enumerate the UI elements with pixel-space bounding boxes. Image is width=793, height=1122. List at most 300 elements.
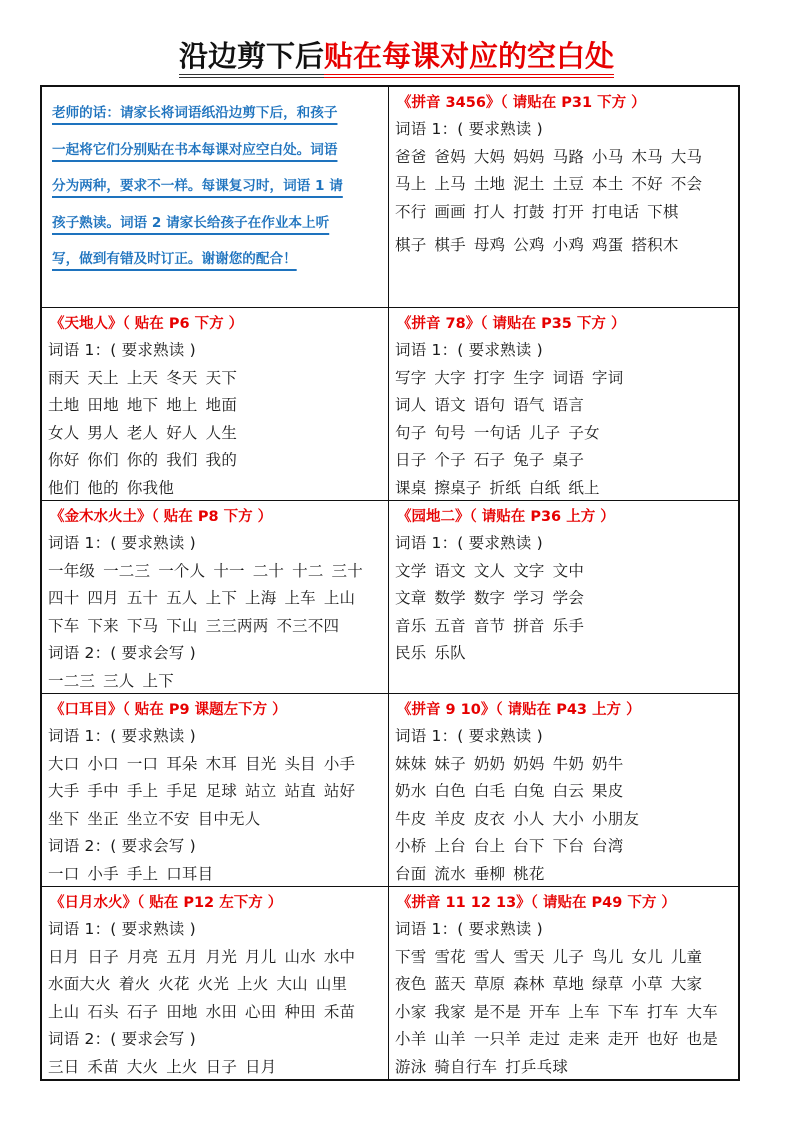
- word: 石子: [126, 1002, 159, 1021]
- word: 十一: [213, 561, 245, 580]
- word: 日月: [48, 947, 80, 966]
- word: 打乒乓球: [505, 1057, 569, 1076]
- word: 台上: [473, 837, 506, 855]
- word-row: [48, 861, 388, 887]
- word: 打人: [473, 202, 506, 221]
- group-label: 词语 1：( 要求熟读 ): [395, 727, 543, 745]
- word: 我家: [434, 1002, 466, 1021]
- word: 女人: [48, 423, 80, 442]
- word: 石子: [473, 451, 506, 469]
- word: 桃花: [513, 864, 545, 883]
- group-label: 词语 2：( 要求会写 ): [48, 837, 196, 855]
- word: 纸上: [568, 478, 600, 497]
- word: 语文: [434, 561, 466, 580]
- word: 下车: [607, 1002, 640, 1021]
- word: 写字: [395, 368, 427, 387]
- word: 三日: [48, 1057, 80, 1076]
- word: 水田: [205, 1002, 238, 1021]
- word: 不行: [395, 202, 427, 221]
- word: 站直: [284, 782, 316, 800]
- word: 大妈: [473, 147, 506, 166]
- word: 森林: [513, 975, 545, 993]
- word: 白毛: [473, 782, 506, 800]
- word: 下车: [48, 616, 80, 635]
- word: 头目: [284, 754, 316, 773]
- word: 小朋友: [592, 809, 640, 828]
- word: 上下: [142, 671, 174, 690]
- word: 种田: [284, 1002, 316, 1021]
- word: 小手: [323, 754, 356, 773]
- word: 田地: [87, 396, 119, 414]
- word: 文章: [395, 589, 427, 607]
- word: 语句: [473, 396, 506, 414]
- word: 白色: [434, 782, 466, 800]
- group-label: 词语 1：( 要求熟读 ): [395, 341, 543, 359]
- word: 果皮: [592, 782, 624, 800]
- title-black-part: 沿边剪下后: [179, 39, 324, 78]
- word: 画画: [434, 202, 466, 221]
- word: 学会: [552, 589, 585, 607]
- word-row: [48, 585, 388, 613]
- word-row: [395, 171, 740, 199]
- word: 目中无人: [197, 809, 261, 828]
- word: 手上: [126, 782, 159, 800]
- word: 马上: [395, 175, 427, 193]
- word: 爸妈: [434, 147, 466, 166]
- note-line: 分为两种，要求不一样。每课复习时，词语 1 请: [52, 178, 343, 194]
- word: 兔子: [513, 451, 545, 469]
- word: 雨天: [48, 368, 80, 387]
- word: 心田: [245, 1002, 277, 1021]
- teacher-note: [48, 92, 388, 278]
- word: 十二: [292, 561, 324, 580]
- note-line: 写，做到有错及时订正。谢谢您的配合！: [52, 251, 297, 267]
- word: 母鸡: [473, 236, 506, 254]
- word: 下台: [552, 837, 585, 855]
- word: 乐队: [434, 644, 466, 662]
- word: 打电话: [592, 202, 640, 221]
- word: 你我他: [126, 478, 174, 497]
- word: 三十: [331, 561, 363, 580]
- word: 上车: [568, 1002, 600, 1021]
- word: 小鸡: [552, 236, 585, 254]
- word-row: [395, 585, 740, 613]
- word: 棋手: [434, 236, 466, 254]
- word: 小马: [592, 147, 624, 166]
- word: 木耳: [205, 754, 238, 773]
- word: 田地: [166, 1002, 198, 1021]
- word: 一口: [48, 864, 80, 883]
- word: 骑自行车: [434, 1057, 498, 1076]
- word: 垂柳: [473, 864, 506, 883]
- word: 上台: [434, 837, 466, 855]
- word: 天上: [87, 368, 119, 387]
- word: 草地: [552, 975, 585, 993]
- word: 打车: [647, 1002, 679, 1021]
- word: 月儿: [245, 947, 277, 966]
- word-row: [395, 806, 740, 834]
- group-label: 词语 1：( 要求熟读 ): [48, 727, 196, 745]
- section-cell: [389, 307, 740, 500]
- word: 儿子: [528, 423, 561, 442]
- word: 台面: [395, 864, 427, 883]
- word: 土豆: [552, 175, 585, 193]
- group-label: 词语 1：( 要求熟读 ): [48, 534, 196, 552]
- word: 不三不四: [276, 616, 340, 635]
- word: 你的: [126, 451, 159, 469]
- word: 五音: [434, 616, 466, 635]
- word: 走开: [607, 1030, 640, 1048]
- word: 音乐: [395, 616, 427, 635]
- word: 数字: [473, 589, 506, 607]
- word: 老人: [126, 423, 159, 442]
- word: 小口: [87, 754, 119, 773]
- word: 句号: [434, 423, 466, 442]
- word: 人生: [205, 423, 238, 442]
- word: 山羊: [434, 1030, 466, 1048]
- group-label: 词语 1：( 要求熟读 ): [395, 534, 543, 552]
- word-row: [395, 420, 740, 448]
- word: 草原: [473, 975, 506, 993]
- word: 上车: [284, 589, 316, 607]
- word: 棋子: [395, 236, 427, 254]
- word: 手足: [166, 782, 198, 800]
- word-row: [48, 668, 388, 694]
- word: 小人: [513, 809, 545, 828]
- word: 儿童: [670, 947, 703, 966]
- word-row: [395, 971, 740, 999]
- word: 耳朵: [166, 754, 198, 773]
- page-title: [0, 36, 793, 76]
- word: 鸡蛋: [592, 236, 624, 254]
- word: 雪天: [513, 947, 545, 966]
- word: 大马: [670, 147, 703, 166]
- word: 下来: [87, 616, 119, 635]
- word: 小羊: [395, 1030, 427, 1048]
- word: 课桌: [395, 478, 427, 497]
- word: 站好: [323, 782, 356, 800]
- word: 坐正: [87, 809, 119, 828]
- word: 数学: [434, 589, 466, 607]
- word: 台湾: [592, 837, 624, 855]
- word-row: [395, 999, 740, 1027]
- word: 也是: [686, 1030, 718, 1048]
- word: 地面: [205, 396, 238, 414]
- word-row: [48, 613, 388, 641]
- word: 语气: [513, 396, 545, 414]
- word: 蓝天: [434, 975, 466, 993]
- word: 五十: [126, 589, 159, 607]
- word: 字词: [592, 368, 624, 387]
- word-row: [395, 558, 740, 586]
- word: 他的: [87, 478, 119, 497]
- word: 上火: [166, 1057, 198, 1076]
- word: 口耳目: [166, 864, 214, 883]
- word: 上下: [205, 589, 238, 607]
- word: 奶牛: [592, 754, 624, 773]
- section-cell: [42, 500, 389, 693]
- word: 月光: [205, 947, 238, 966]
- word: 泥土: [513, 175, 545, 193]
- section-cell: [389, 500, 740, 693]
- word: 目光: [245, 754, 277, 773]
- group-label: 词语 2：( 要求会写 ): [48, 1030, 196, 1048]
- word: 词人: [395, 396, 427, 414]
- word: 白纸: [528, 478, 561, 497]
- word-row: [48, 999, 388, 1027]
- word: 开车: [528, 1002, 561, 1021]
- teacher-note-cell: [42, 87, 389, 307]
- word: 一二三: [103, 561, 151, 580]
- word-row: [48, 971, 388, 999]
- word: 坐立不安: [126, 809, 190, 828]
- word: 下马: [126, 616, 159, 635]
- word: 大口: [48, 754, 80, 773]
- word: 手中: [87, 782, 119, 800]
- word: 学习: [513, 589, 545, 607]
- word: 妈妈: [513, 147, 545, 166]
- word: 音节: [473, 616, 506, 635]
- word: 文人: [473, 561, 506, 580]
- word: 本土: [592, 175, 624, 193]
- word: 禾苗: [87, 1057, 119, 1076]
- word-row: [48, 944, 388, 972]
- word: 四月: [87, 589, 119, 607]
- word: 雪花: [434, 947, 466, 966]
- note-line: 老师的话：请家长将词语纸沿边剪下后，和孩子: [52, 105, 338, 121]
- word: 桌子: [552, 451, 585, 469]
- section-heading: 《园地二》（ 请贴在 P36 上方 ）: [397, 509, 615, 525]
- word: 拼音: [513, 616, 545, 635]
- word-row: [48, 392, 388, 420]
- word: 语文: [434, 396, 466, 414]
- word: 上火: [237, 975, 269, 993]
- section-cell: [389, 87, 740, 307]
- word: 搭积木: [631, 236, 679, 254]
- word: 折纸: [489, 478, 521, 497]
- word: 你们: [87, 451, 119, 469]
- word: 木马: [631, 147, 663, 166]
- word-row: [48, 447, 388, 475]
- section-heading: 《拼音 3456》（ 请贴在 P31 下方 ）: [397, 95, 646, 111]
- word: 大车: [686, 1002, 718, 1021]
- word: 日月: [245, 1057, 277, 1076]
- word: 下棋: [647, 202, 679, 221]
- word: 四十: [48, 589, 80, 607]
- word: 文字: [513, 561, 545, 580]
- word: 子女: [568, 423, 600, 442]
- word: 打字: [473, 368, 506, 387]
- word: 雪人: [473, 947, 506, 966]
- note-line: 一起将它们分别贴在书本每课对应空白处。词语: [52, 141, 338, 158]
- word: 石头: [87, 1002, 119, 1021]
- word: 男人: [87, 423, 119, 442]
- section-heading: 《拼音 78》（ 请贴在 P35 下方 ）: [397, 316, 626, 332]
- word: 一句话: [473, 423, 521, 442]
- word: 上海: [245, 589, 277, 607]
- word: 我们: [166, 451, 198, 469]
- word: 上山: [323, 589, 356, 607]
- section-heading: 《拼音 11 12 13》（ 请贴在 P49 下方 ）: [397, 895, 676, 911]
- word: 流水: [434, 864, 466, 883]
- word: 好人: [166, 423, 198, 442]
- word: 个子: [434, 451, 466, 469]
- word: 走来: [568, 1030, 600, 1048]
- word: 上天: [126, 368, 159, 387]
- section-heading: 《日月水火》（ 贴在 P12 左下方 ）: [50, 895, 283, 911]
- word-row: [48, 420, 388, 448]
- word: 地下: [126, 396, 159, 414]
- word: 日子: [205, 1057, 238, 1076]
- word-row: [48, 558, 388, 586]
- section-cell: [42, 886, 389, 1079]
- word-row: [395, 944, 740, 972]
- word: 句子: [395, 423, 427, 442]
- word: 天下: [205, 368, 238, 387]
- word: 下雪: [395, 947, 427, 966]
- word: 山水: [284, 947, 316, 966]
- word: 五人: [166, 589, 198, 607]
- word: 牛皮: [395, 809, 427, 828]
- word: 打鼓: [513, 202, 545, 221]
- word-row: [48, 806, 388, 834]
- word: 大字: [434, 368, 466, 387]
- word: 上马: [434, 175, 466, 193]
- word: 水面大火: [48, 975, 111, 993]
- word: 夜色: [395, 975, 427, 993]
- word: 土地: [473, 175, 506, 193]
- word-row: [48, 778, 388, 806]
- word-row: [395, 640, 740, 668]
- word: 是不是: [473, 1002, 521, 1021]
- word: 下山: [166, 616, 198, 635]
- word: 白云: [552, 782, 585, 800]
- word: 足球: [205, 782, 238, 800]
- word: 大小: [552, 809, 585, 828]
- word: 词语: [552, 368, 585, 387]
- word: 水中: [323, 947, 356, 966]
- word: 儿子: [552, 947, 585, 966]
- word: 民乐: [395, 644, 427, 662]
- group-label: 词语 1：( 要求熟读 ): [395, 120, 543, 138]
- word: 奶奶: [473, 754, 506, 773]
- word: 小草: [631, 975, 663, 993]
- word: 台下: [513, 837, 545, 855]
- word: 着火: [118, 975, 151, 993]
- word: 你好: [48, 451, 80, 469]
- word-row: [395, 392, 740, 420]
- word: 一年级: [48, 561, 96, 580]
- word: 火光: [197, 975, 230, 993]
- section-cell: [42, 307, 389, 500]
- word: 手上: [126, 864, 159, 883]
- vocabulary-table: [40, 85, 740, 1081]
- word: 文学: [395, 561, 427, 580]
- word: 小手: [87, 864, 119, 883]
- word: 马路: [552, 147, 585, 166]
- word-row: [395, 613, 740, 641]
- word: 我的: [205, 451, 238, 469]
- word: 日子: [87, 947, 119, 966]
- title-red-part: 贴在每课对应的空白处: [324, 39, 614, 78]
- word-row: [48, 475, 388, 501]
- word: 日子: [395, 451, 427, 469]
- word-row: [395, 144, 740, 172]
- word-row: [395, 365, 740, 393]
- word: 公鸡: [513, 236, 545, 254]
- section-cell: [389, 886, 740, 1079]
- word: 走过: [528, 1030, 561, 1048]
- word: 打开: [552, 202, 585, 221]
- word: 爸爸: [395, 147, 427, 166]
- word: 鸟儿: [592, 947, 624, 966]
- word: 绿草: [592, 975, 624, 993]
- group-label: 词语 1：( 要求熟读 ): [48, 920, 196, 938]
- group-label: 词语 2：( 要求会写 ): [48, 644, 196, 662]
- word: 坐下: [48, 809, 80, 828]
- word: 女儿: [631, 947, 663, 966]
- word: 上山: [48, 1002, 80, 1021]
- word: 三人: [103, 671, 135, 690]
- word: 白兔: [513, 782, 545, 800]
- word: 牛奶: [552, 754, 585, 773]
- word: 一只羊: [473, 1030, 521, 1048]
- word: 冬天: [166, 368, 198, 387]
- section-heading: 《金木水火土》（ 贴在 P8 下方 ）: [50, 509, 273, 525]
- word: 生字: [513, 368, 545, 387]
- word: 禾苗: [323, 1002, 356, 1021]
- word: 也好: [647, 1030, 679, 1048]
- word: 土地: [48, 396, 80, 414]
- word: 妹妹: [395, 754, 427, 773]
- word: 乐手: [552, 616, 585, 635]
- word: 三三两两: [205, 616, 269, 635]
- word: 月亮: [126, 947, 159, 966]
- word: 奶妈: [513, 754, 545, 773]
- word: 一口: [126, 754, 159, 773]
- word-row: [395, 861, 740, 887]
- section-cell: [389, 693, 740, 886]
- word: 不好: [631, 175, 663, 193]
- word: 游泳: [395, 1057, 427, 1076]
- group-label: 词语 1：( 要求熟读 ): [48, 341, 196, 359]
- word: 一二三: [48, 671, 96, 690]
- note-line: 孩子熟读。词语 2 请家长给孩子在作业本上听: [52, 214, 330, 231]
- word: 小家: [395, 1002, 427, 1021]
- word: 他们: [48, 478, 80, 497]
- word: 大家: [670, 975, 703, 993]
- word: 大山: [276, 975, 308, 993]
- word: 语言: [552, 396, 585, 414]
- word: 山里: [315, 975, 348, 993]
- word: 一个人: [158, 561, 206, 580]
- word-row: [395, 475, 740, 501]
- section-heading: 《天地人》（ 贴在 P6 下方 ）: [50, 316, 244, 332]
- word: 大火: [126, 1057, 159, 1076]
- word: 文中: [552, 561, 585, 580]
- word: 站立: [245, 782, 277, 800]
- word: 火花: [158, 975, 190, 993]
- word-row: [395, 199, 740, 227]
- word-row: [395, 833, 740, 861]
- word: 妹子: [434, 754, 466, 773]
- word-row: [395, 751, 740, 779]
- word-row: [395, 1054, 740, 1080]
- word-row: [395, 778, 740, 806]
- word: 大手: [48, 782, 80, 800]
- word: 皮衣: [473, 809, 506, 828]
- word-row: [395, 232, 740, 260]
